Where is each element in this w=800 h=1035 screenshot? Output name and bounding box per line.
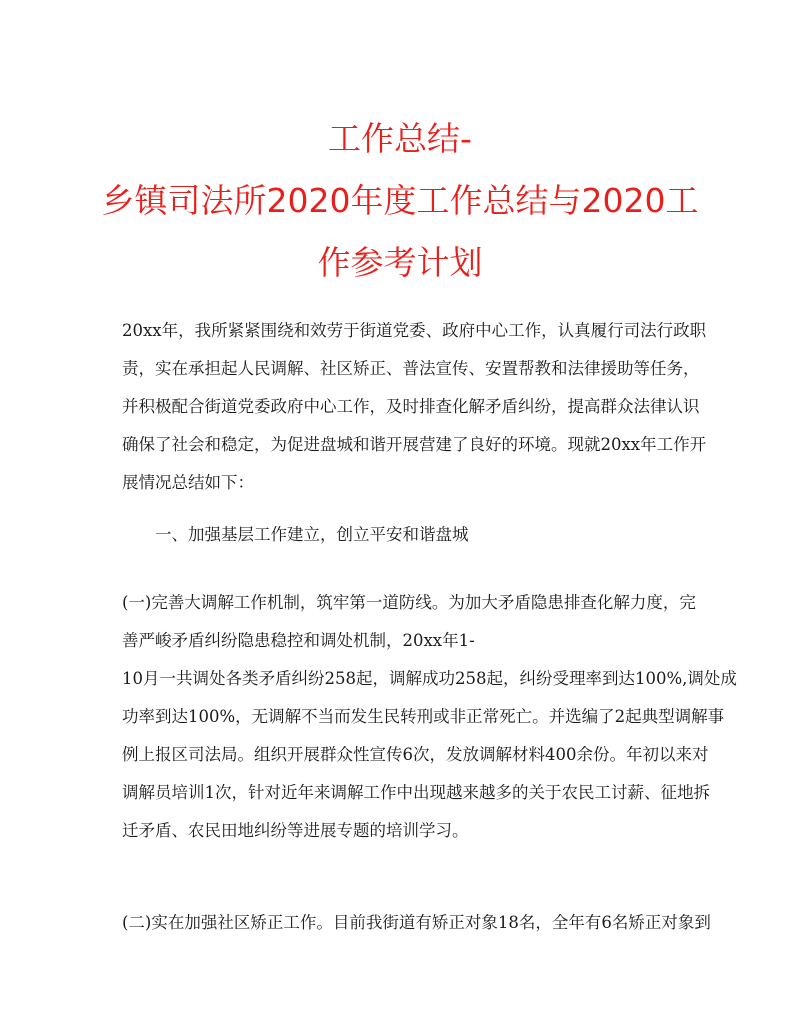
paragraph-line: 例上报区司法局。组织开展群众性宣传6次，发放调解材料400余份。年初以来对 bbox=[122, 745, 709, 764]
paragraph-line: 确保了社会和稳定，为促进盘城和谐开展营建了良好的环境。现就20xx年工作开 bbox=[122, 435, 707, 454]
paragraph-line: (一)完善大调解工作机制，筑牢第一道防线。为加大矛盾隐患排查化解力度，完 bbox=[122, 593, 696, 612]
document-title bbox=[80, 108, 720, 294]
paragraph-line: 展情况总结如下： bbox=[122, 473, 254, 492]
paragraph-line: 责，实在承担起人民调解、社区矫正、普法宣传、安置帮教和法律援助等任务， bbox=[122, 359, 700, 378]
title-line-2: 乡镇司法所2020年度工作总结与2020工 bbox=[101, 181, 699, 220]
paragraph-line: (二)实在加强社区矫正工作。目前我街道有矫正对象18名，全年有6名矫正对象到 bbox=[122, 913, 711, 932]
paragraph-line: 善严峻矛盾纠纷隐患稳控和调处机制，20xx年1- bbox=[122, 631, 475, 650]
section-heading-text: 一、加强基层工作建立，创立平安和谐盘城 bbox=[155, 525, 469, 544]
paragraph-line: 10月一共调处各类矛盾纠纷258起，调解成功258起，纠纷受理率到达100%,调处成 bbox=[122, 669, 737, 688]
paragraph-line: 功率到达100%，无调解不当而发生民转刑或非正常死亡。并选编了2起典型调解事 bbox=[122, 707, 725, 726]
paragraph-line: 迁矛盾、农民田地纠纷等进展专题的培训学习。 bbox=[122, 821, 469, 840]
paragraph-correction bbox=[122, 904, 711, 942]
paragraph-line: 调解员培训1次，针对近年来调解工作中出现越来越多的关于农民工讨薪、征地拆 bbox=[122, 783, 710, 802]
paragraph-line: 并积极配合街道党委政府中心工作，及时排查化解矛盾纠纷，提高群众法律认识 bbox=[122, 397, 700, 416]
title-line-1: 工作总结- bbox=[328, 119, 472, 158]
title-line-3: 作参考计划 bbox=[317, 243, 483, 282]
section-heading bbox=[122, 516, 682, 554]
paragraph-line: 20xx年，我所紧紧围绕和效劳于街道党委、政府中心工作，认真履行司法行政职 bbox=[122, 321, 707, 340]
paragraph-intro bbox=[122, 312, 707, 502]
paragraph-mediation bbox=[122, 584, 737, 850]
